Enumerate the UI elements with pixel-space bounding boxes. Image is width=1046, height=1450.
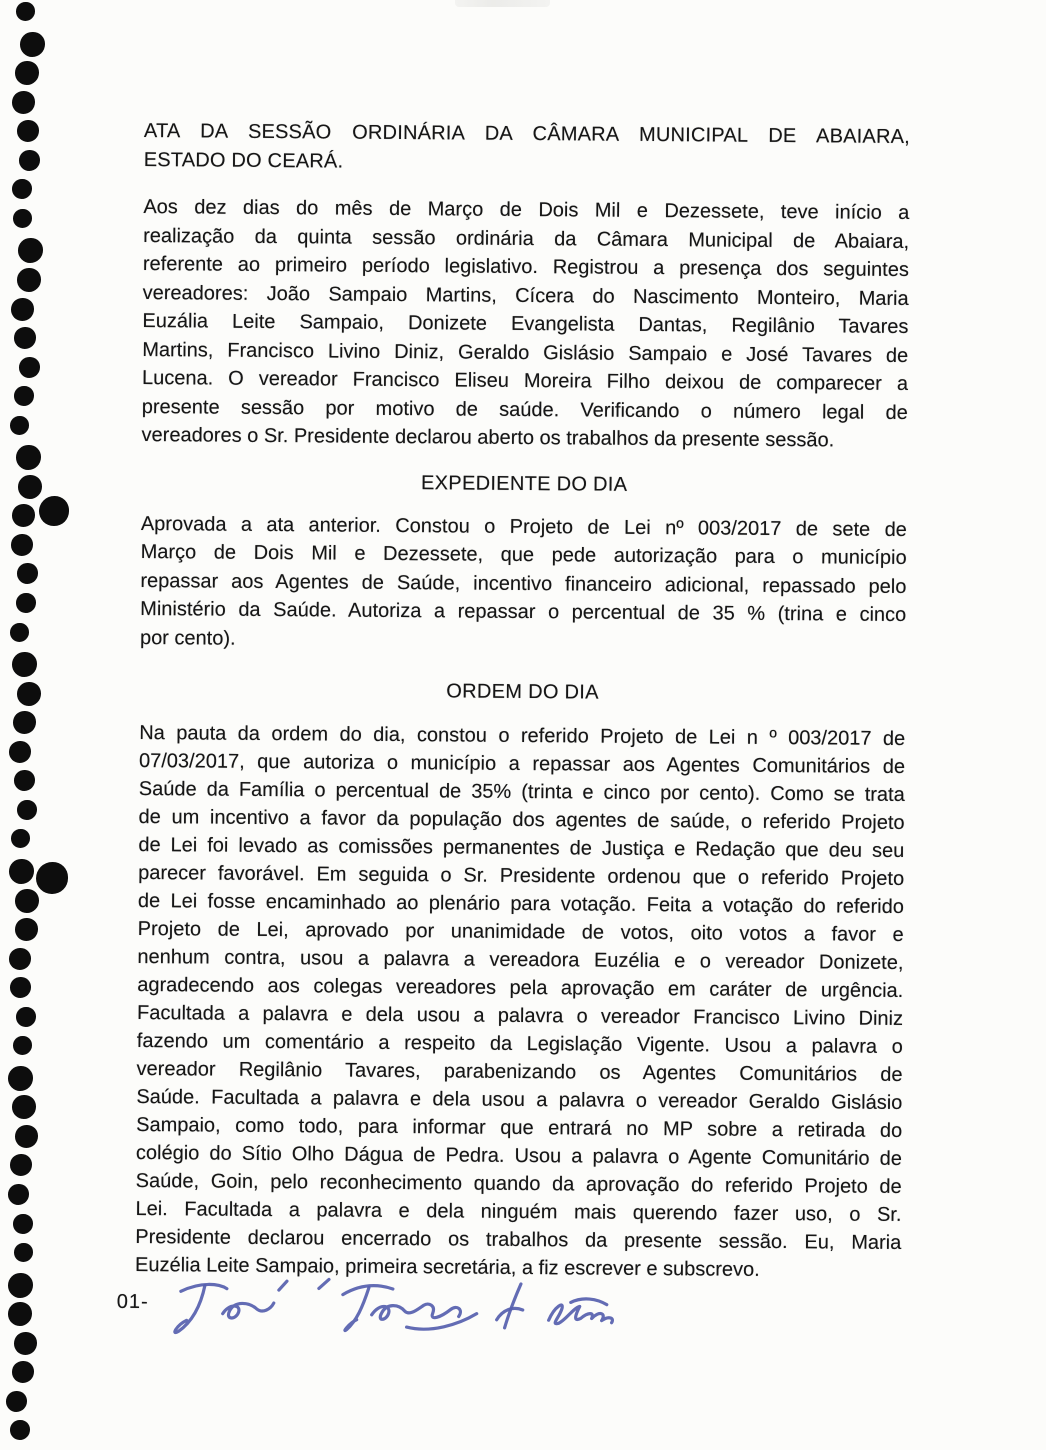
binding-hole	[14, 386, 34, 406]
opening-paragraph	[141, 193, 909, 456]
binding-hole	[13, 711, 36, 734]
punch-hole	[39, 496, 69, 526]
binding-hole	[15, 1125, 38, 1148]
binding-hole	[14, 770, 35, 791]
binding-hole	[16, 445, 41, 470]
binding-hole	[8, 1066, 33, 1091]
signature-handwriting	[166, 1275, 619, 1345]
text-line: presente sessão por motivo de saúde. Verificando o número legal de	[141, 395, 908, 424]
binding-hole	[10, 1154, 32, 1176]
binding-hole	[14, 1332, 37, 1355]
binding-hole	[15, 918, 38, 941]
binding-hole	[11, 829, 30, 848]
binding-hole	[11, 534, 33, 556]
binding-hole	[14, 1243, 33, 1262]
binding-hole	[13, 209, 32, 228]
text-line: Ministério da Saúde. Autoriza a repassar o percentual de 35 % (trina e cinco	[140, 597, 907, 626]
section-heading-expediente: EXPEDIENTE DO DIA	[420, 471, 628, 496]
text-line: Projeto de Lei, aprovado por unanimidade de votos, oito votos a favor e	[137, 917, 904, 946]
binding-hole	[16, 593, 36, 613]
binding-hole	[8, 1273, 33, 1298]
text-line: Sampaio, como todo, para informar que entrará no MP sobre a retirada do	[136, 1113, 903, 1142]
binding-hole	[15, 889, 39, 913]
page-number: 01-	[116, 1290, 149, 1314]
text-line: Lei. Facultada a palavra e dela ninguém mais querendo fazer uso, o Sr.	[135, 1197, 902, 1226]
document-title	[144, 117, 910, 180]
binding-hole	[10, 977, 31, 998]
binding-hole	[9, 859, 34, 884]
text-line: Aprovada a ata anterior. Constou o Projeto de Lei nº 003/2017 de sete de	[140, 512, 907, 541]
binding-hole	[12, 652, 37, 677]
binding-hole	[12, 1095, 36, 1119]
binding-hole	[19, 357, 40, 378]
binding-hole	[12, 179, 32, 199]
binding-hole	[8, 1302, 32, 1326]
text-line: fazendo um comentário a respeito da Legislação Vigente. Usou a palavra o	[136, 1029, 903, 1058]
expediente-paragraph	[140, 509, 907, 658]
text-line: Lucena. O vereador Francisco Eliseu Moreira Filho deixou de comparecer a	[141, 366, 909, 396]
binding-hole	[16, 2, 35, 21]
text-line: nenhum contra, usou a palavra a vereadora Euzélia e o vereador Donizete,	[137, 945, 904, 974]
text-line: 07/03/2017, que autoriza o município a repassar aos Agentes Comunitários de	[138, 749, 906, 778]
signature-line	[116, 1290, 901, 1369]
binding-hole	[19, 150, 40, 171]
text-line: Março de Dois Mil e Dezessete, que pede autorização para o município	[140, 540, 907, 569]
binding-hole	[12, 1361, 34, 1383]
binding-hole	[17, 682, 41, 706]
binding-hole	[11, 298, 34, 321]
binding-hole	[8, 1184, 29, 1205]
binding-hole	[10, 416, 29, 435]
binding-hole	[9, 741, 31, 763]
punch-hole	[36, 862, 68, 894]
text-line: Na pauta da ordem do dia, constou o referido Projeto de Lei n º 003/2017 de	[139, 721, 906, 750]
text-line: vereadores o Sr. Presidente declarou aberto os trabalhos da presente sessão.	[141, 423, 835, 452]
binding-hole	[17, 800, 37, 820]
text-line: colégio do Sítio Olho Dágua de Pedra. Usou a palavra o Agente Comunitário de	[135, 1141, 903, 1170]
text-line: repassar aos Agentes de Saúde, incentivo financeiro adicional, repassado pelo	[140, 569, 907, 598]
text-line: por cento).	[139, 626, 236, 650]
binding-hole	[18, 475, 42, 499]
text-line: Aos dez dias do mês de Março de Dois Mil e Dezessete, teve início a	[143, 195, 910, 225]
text-line: vereadores: João Sampaio Martins, Cícera do Nascimento Monteiro, Maria	[142, 281, 909, 310]
binding-hole	[14, 327, 36, 349]
binding-holes	[0, 0, 90, 1450]
binding-hole	[12, 91, 35, 114]
binding-hole	[12, 504, 35, 527]
text-line: Euzália Leite Sampaio, Donizete Evangelista Dantas, Regilânio Tavares	[142, 309, 909, 339]
text-line: de Lei fosse encaminhado ao plenário para votação. Feita a votação do referido	[137, 889, 904, 918]
text-line: Saúde. Facultada a palavra e dela usou a palavra o vereador Geraldo Gislásio	[136, 1085, 903, 1114]
text-line: agradecendo aos colegas vereadores pela aprovação em caráter de urgência.	[137, 973, 904, 1002]
binding-hole	[20, 32, 45, 57]
binding-hole	[18, 238, 43, 263]
binding-hole	[13, 1036, 32, 1055]
binding-hole	[6, 1391, 27, 1412]
text-line: de um incentivo a favor da população dos agentes de saúde, o referido Projeto	[138, 805, 905, 834]
binding-hole	[9, 948, 31, 970]
text-line: de Lei foi levado as comissões permanentes de Justiça e Redação que deu seu	[138, 833, 905, 862]
text-line: Facultada a palavra e dela usou a palavra o vereador Francisco Livino Diniz	[136, 1001, 904, 1030]
text-line: ESTADO DO CEARÁ.	[143, 148, 344, 173]
binding-hole	[10, 623, 29, 642]
ordem-paragraph	[135, 719, 905, 1285]
binding-hole	[17, 268, 41, 292]
text-line: ATA DA SESSÃO ORDINÁRIA DA CÂMARA MUNICIPAL DE ABAIARA,	[143, 119, 911, 149]
text-line: referente ao primeiro período legislativo. Registrou a presença dos seguintes	[142, 252, 909, 282]
text-line: vereador Regilânio Tavares, parabenizando os Agentes Comunitários de	[136, 1057, 903, 1086]
section-heading-ordem: ORDEM DO DIA	[446, 680, 599, 704]
binding-hole	[13, 1214, 33, 1234]
text-line: realização da quinta sessão ordinária da Câmara Municipal de Abaiara,	[143, 224, 910, 253]
text-line: parecer favorável. Em seguida o Sr. Presidente ordenou que o referido Projeto	[138, 861, 905, 890]
document-content	[116, 0, 911, 1369]
text-line: Euzélia Leite Sampaio, primeira secretária, a fiz escrever e subscrevo.	[134, 1253, 760, 1281]
binding-hole	[15, 61, 39, 85]
binding-hole	[16, 1007, 36, 1027]
binding-hole	[10, 1420, 30, 1440]
binding-hole	[17, 120, 39, 142]
text-line: Saúde da Família o percentual de 35% (trinta e cinco por cento). Como se trata	[138, 777, 905, 806]
text-line: Saúde, Goin, pelo reconhecimento quando da aprovação do referido Projeto de	[135, 1169, 902, 1198]
text-line: Martins, Francisco Livino Diniz, Geraldo Gislásio Sampaio e José Tavares de	[142, 338, 909, 367]
text-line: Presidente declarou encerrado os trabalhos da presente sessão. Eu, Maria	[135, 1225, 902, 1254]
binding-hole	[17, 563, 38, 584]
